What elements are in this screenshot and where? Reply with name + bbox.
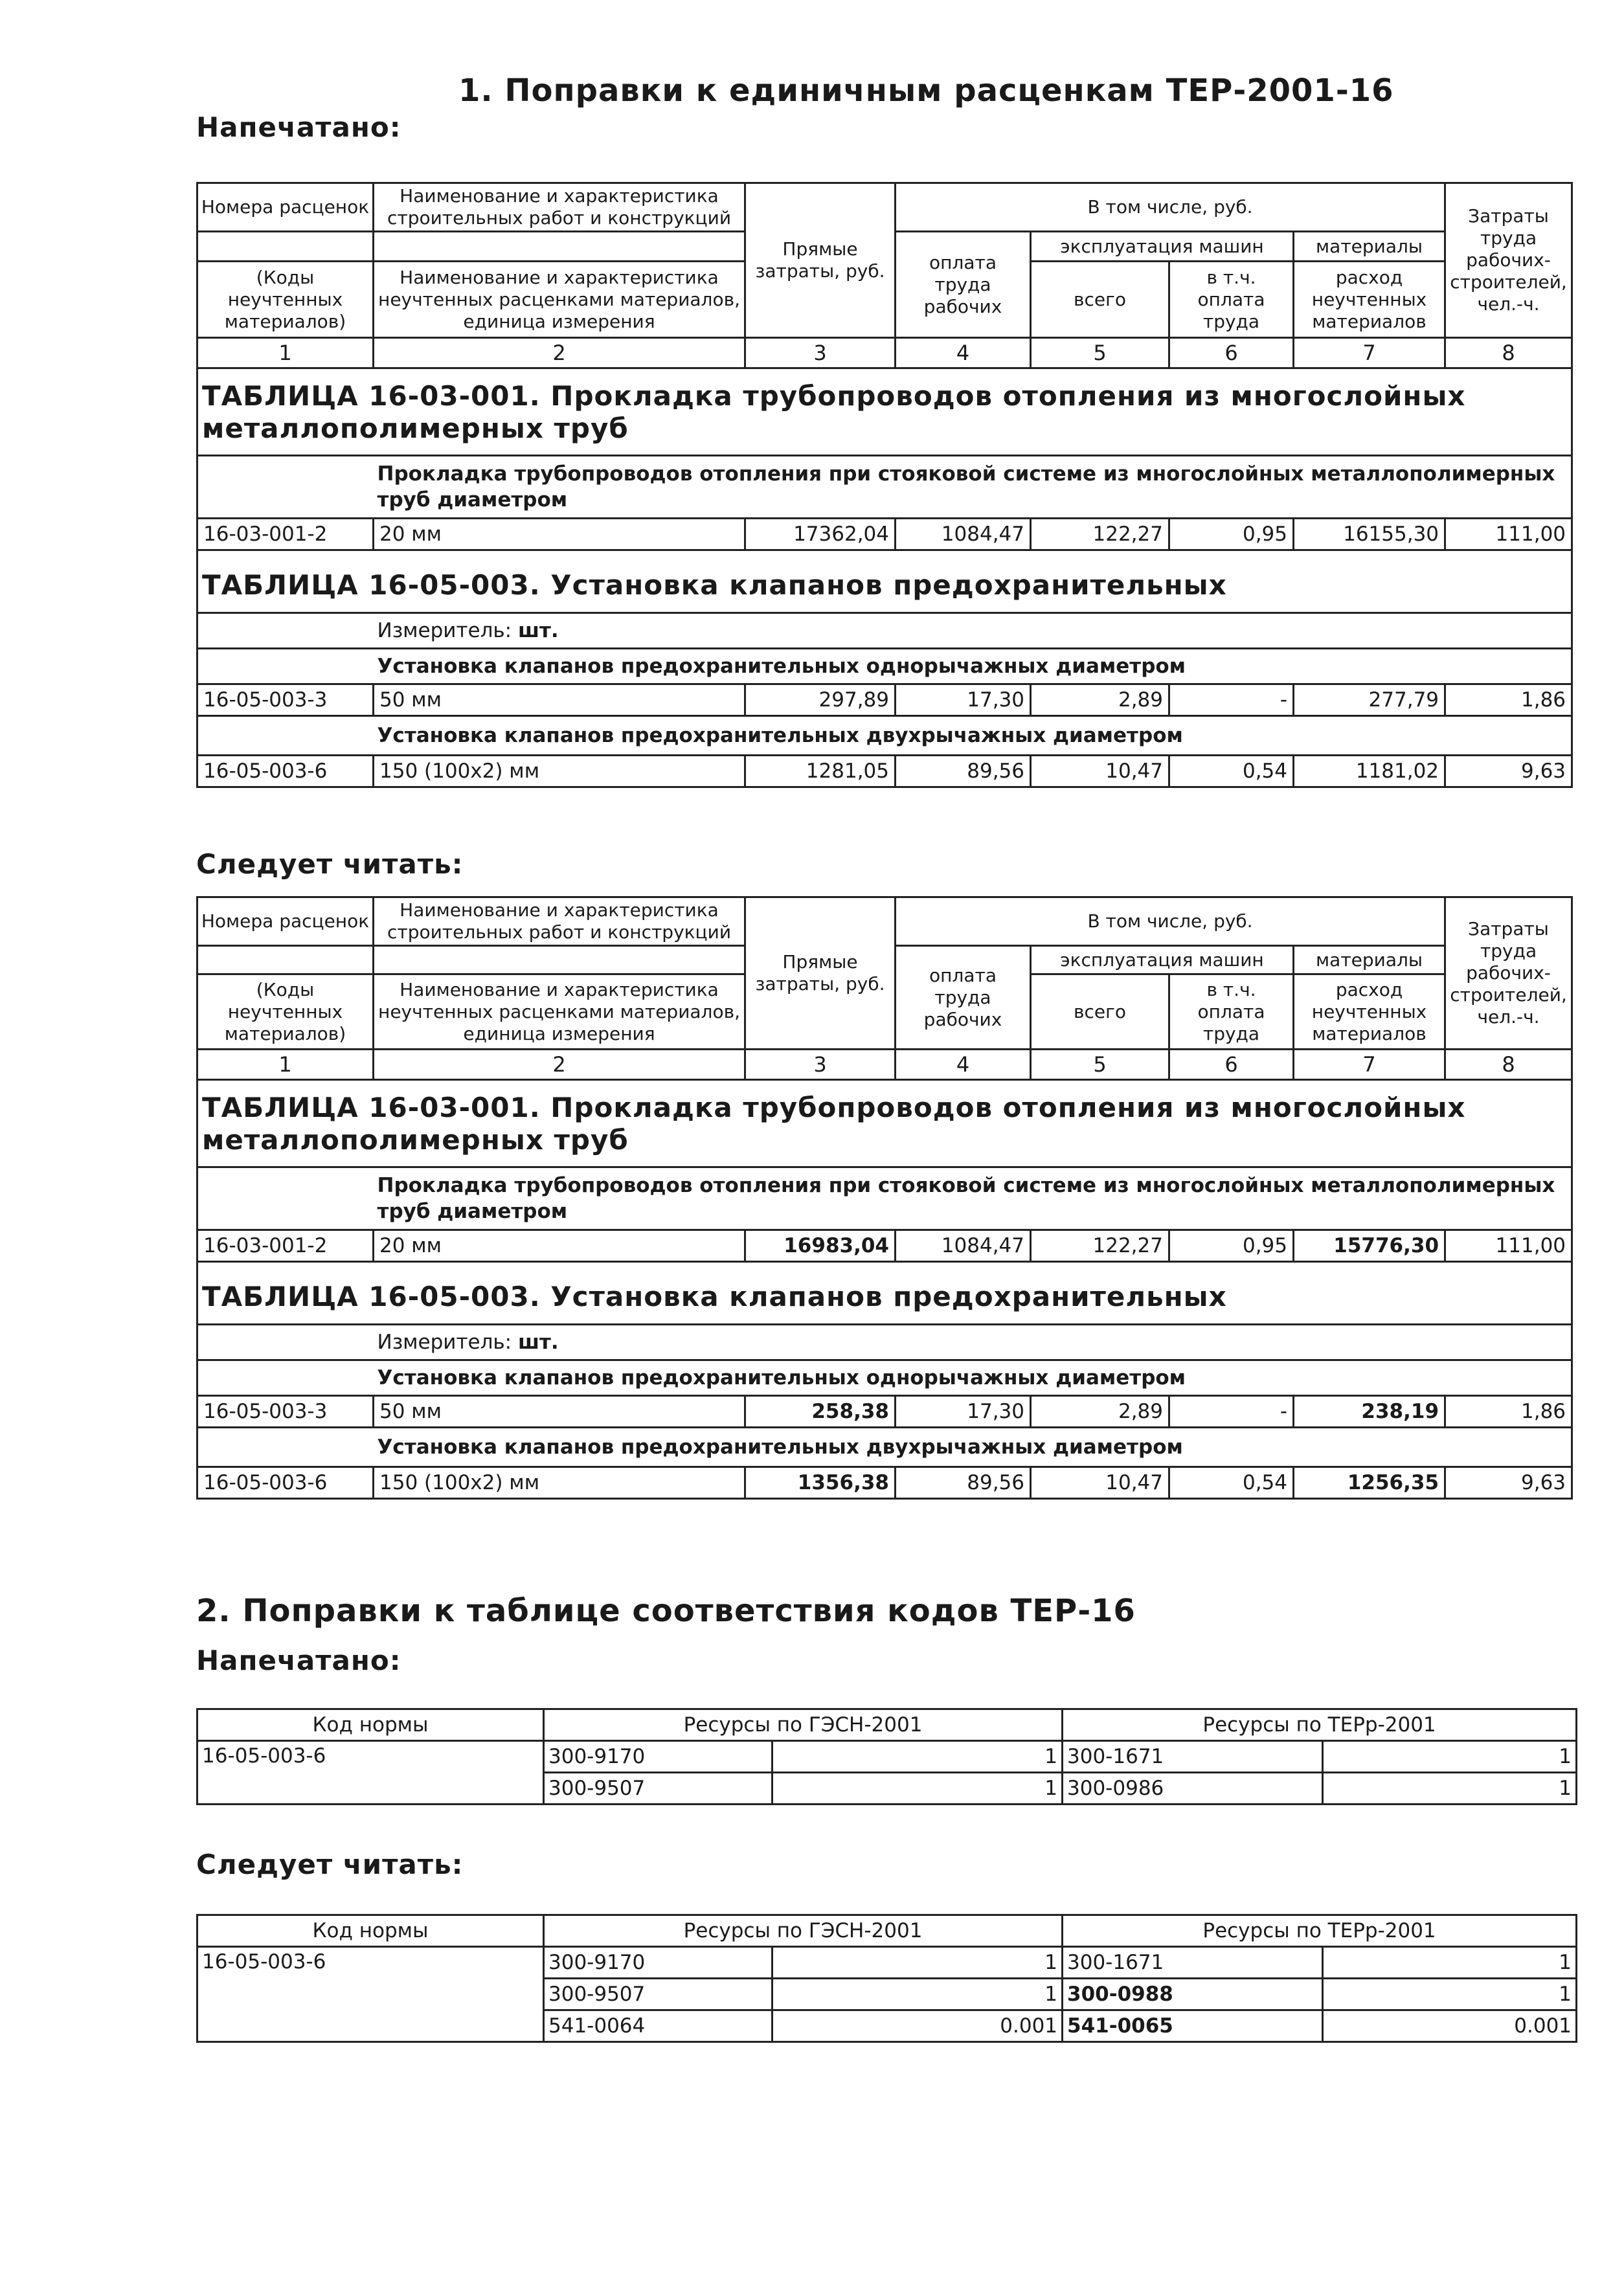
machines-total: 10,47 — [1031, 756, 1169, 787]
terr-code: 300-0986 — [1063, 1773, 1323, 1805]
header-terr-resources: Ресурсы по ТЕРр-2001 — [1063, 1915, 1577, 1947]
direct-costs: 258,38 — [745, 1396, 896, 1428]
materials: 277,79 — [1294, 684, 1445, 716]
machines-total: 122,27 — [1031, 1230, 1169, 1262]
terr-code: 541-0065 — [1063, 2010, 1323, 2042]
column-number: 3 — [745, 338, 896, 368]
measure-label: Измеритель: — [377, 619, 512, 642]
header-direct-costs: Прямые затраты, руб. — [745, 897, 896, 1050]
header-labor-costs: Затраты труда рабочих-строителей, чел.-ч. — [1445, 183, 1572, 338]
header-labor-pay: оплата труда рабочих — [896, 232, 1031, 338]
rate-name: 150 (100х2) мм — [374, 756, 745, 787]
header-material-consumption: расход неучтенных материалов — [1294, 262, 1445, 338]
header-gesn-resources: Ресурсы по ГЭСН-2001 — [544, 1915, 1063, 1947]
gesn-qty: 0.001 — [773, 2010, 1063, 2042]
materials: 16155,30 — [1294, 519, 1445, 550]
labor-pay: 1084,47 — [896, 1230, 1031, 1262]
machines-labor: 0,54 — [1169, 1467, 1294, 1499]
direct-costs: 297,89 — [745, 684, 896, 716]
rate-name: 20 мм — [374, 1230, 745, 1262]
machines-total: 2,89 — [1031, 684, 1169, 716]
rate-code: 16-03-001-2 — [197, 1230, 374, 1262]
machines-labor: 0,95 — [1169, 519, 1294, 550]
group-heading: Установка клапанов предохранительных однорычажных диаметром — [374, 1360, 1572, 1396]
column-number: 3 — [745, 1050, 896, 1080]
header-material-codes: (Коды неучтенных материалов) — [197, 974, 374, 1050]
gesn-code: 300-9507 — [544, 1979, 773, 2010]
table-row — [197, 756, 1572, 787]
column-number: 5 — [1031, 338, 1169, 368]
header-direct-costs: Прямые затраты, руб. — [745, 183, 896, 338]
group-heading: Прокладка трубопроводов отопления при стояковой системе из многослойных металлополимерных труб диаметром — [374, 1167, 1572, 1230]
table-title: ТАБЛИЦА 16-03-001. Прокладка трубопроводов отопления из многослойных металлополимерных труб — [197, 368, 1572, 456]
gesn-qty: 1 — [773, 1741, 1063, 1773]
materials: 238,19 — [1294, 1396, 1445, 1428]
column-number: 7 — [1294, 338, 1445, 368]
labor-hours: 111,00 — [1445, 519, 1572, 550]
machines-labor: 0,95 — [1169, 1230, 1294, 1262]
rate-name: 50 мм — [374, 684, 745, 716]
read-label: Следует читать: — [196, 1849, 464, 1880]
group-heading: Установка клапанов предохранительных однорычажных диаметром — [374, 649, 1572, 684]
machines-total: 122,27 — [1031, 519, 1169, 550]
rate-code: 16-03-001-2 — [197, 519, 374, 550]
table-row — [197, 1467, 1572, 1499]
header-rate-numbers: Номера расценок — [197, 183, 374, 232]
group-heading: Установка клапанов предохранительных двухрычажных диаметром — [374, 716, 1572, 756]
header-material-name: Наименование и характеристика неучтенных расценками материалов, единица измерения — [374, 262, 745, 338]
direct-costs: 1356,38 — [745, 1467, 896, 1499]
printed-label: Напечатано: — [196, 111, 401, 143]
machines-total: 2,89 — [1031, 1396, 1169, 1428]
corrected-rate-table — [196, 896, 1573, 1500]
labor-pay: 17,30 — [896, 684, 1031, 716]
rate-code: 16-05-003-6 — [197, 1467, 374, 1499]
labor-pay: 89,56 — [896, 1467, 1031, 1499]
labor-pay: 89,56 — [896, 756, 1031, 787]
rate-name: 150 (100х2) мм — [374, 1467, 745, 1499]
rate-name: 50 мм — [374, 1396, 745, 1428]
table-row — [197, 519, 1572, 550]
table-row — [197, 1396, 1572, 1428]
terr-qty: 1 — [1323, 1741, 1577, 1773]
measure-label: Измеритель: — [377, 1331, 512, 1354]
header-labor-pay: оплата труда рабочих — [896, 946, 1031, 1050]
labor-pay: 1084,47 — [896, 519, 1031, 550]
header-machines-total: всего — [1031, 974, 1169, 1050]
table-title: ТАБЛИЦА 16-05-003. Установка клапанов предохранительных — [197, 550, 1572, 613]
read-label: Следует читать: — [196, 848, 464, 880]
terr-code: 300-0988 — [1063, 1979, 1323, 2010]
corrected-codes-table — [196, 1914, 1577, 2043]
table-row — [197, 1947, 1577, 1979]
labor-hours: 1,86 — [1445, 1396, 1572, 1428]
header-norm-code: Код нормы — [197, 1915, 544, 1947]
header-machines-labor: в т.ч. оплата труда — [1169, 262, 1294, 338]
column-number: 8 — [1445, 1050, 1572, 1080]
header-including: В том числе, руб. — [896, 183, 1445, 232]
labor-hours: 9,63 — [1445, 1467, 1572, 1499]
measure-unit — [374, 613, 1572, 649]
header-work-name: Наименование и характеристика строительных работ и конструкций — [374, 897, 745, 946]
materials: 15776,30 — [1294, 1230, 1445, 1262]
table-row — [197, 1741, 1577, 1773]
machines-total: 10,47 — [1031, 1467, 1169, 1499]
header-machines-total: всего — [1031, 262, 1169, 338]
gesn-code: 300-9170 — [544, 1947, 773, 1979]
column-number: 8 — [1445, 338, 1572, 368]
rate-code: 16-05-003-3 — [197, 1396, 374, 1428]
rate-name: 20 мм — [374, 519, 745, 550]
terr-qty: 0.001 — [1323, 2010, 1577, 2042]
terr-code: 300-1671 — [1063, 1947, 1323, 1979]
column-number: 1 — [197, 1050, 374, 1080]
machines-labor: - — [1169, 1396, 1294, 1428]
header-machines: эксплуатация машин — [1031, 946, 1294, 974]
table-row — [197, 684, 1572, 716]
header-machines: эксплуатация машин — [1031, 232, 1294, 262]
labor-hours: 111,00 — [1445, 1230, 1572, 1262]
norm-code: 16-05-003-6 — [197, 1947, 544, 2042]
printed-codes-table — [196, 1708, 1577, 1805]
column-number: 1 — [197, 338, 374, 368]
table-title: ТАБЛИЦА 16-05-003. Установка клапанов предохранительных — [197, 1262, 1572, 1325]
terr-qty: 1 — [1323, 1979, 1577, 2010]
gesn-code: 541-0064 — [544, 2010, 773, 2042]
printed-label: Напечатано: — [196, 1645, 401, 1676]
direct-costs: 1281,05 — [745, 756, 896, 787]
machines-labor: - — [1169, 684, 1294, 716]
terr-qty: 1 — [1323, 1947, 1577, 1979]
measure-unit — [374, 1325, 1572, 1360]
header-including: В том числе, руб. — [896, 897, 1445, 946]
header-materials: материалы — [1294, 946, 1445, 974]
direct-costs: 16983,04 — [745, 1230, 896, 1262]
header-work-name: Наименование и характеристика строительных работ и конструкций — [374, 183, 745, 232]
gesn-qty: 1 — [773, 1947, 1063, 1979]
labor-pay: 17,30 — [896, 1396, 1031, 1428]
column-number: 4 — [896, 338, 1031, 368]
printed-rate-table — [196, 182, 1573, 788]
measure-value: шт. — [517, 619, 559, 642]
column-number: 4 — [896, 1050, 1031, 1080]
terr-code: 300-1671 — [1063, 1741, 1323, 1773]
machines-labor: 0,54 — [1169, 756, 1294, 787]
header-gesn-resources: Ресурсы по ГЭСН-2001 — [544, 1709, 1063, 1741]
header-materials: материалы — [1294, 232, 1445, 262]
header-terr-resources: Ресурсы по ТЕРр-2001 — [1063, 1709, 1577, 1741]
measure-value: шт. — [517, 1331, 559, 1354]
table-title: ТАБЛИЦА 16-03-001. Прокладка трубопроводов отопления из многослойных металлополимерных труб — [197, 1080, 1572, 1167]
materials: 1181,02 — [1294, 756, 1445, 787]
column-number: 5 — [1031, 1050, 1169, 1080]
header-norm-code: Код нормы — [197, 1709, 544, 1741]
column-number: 6 — [1169, 338, 1294, 368]
header-rate-numbers: Номера расценок — [197, 897, 374, 946]
gesn-code: 300-9507 — [544, 1773, 773, 1805]
group-heading: Установка клапанов предохранительных двухрычажных диаметром — [374, 1428, 1572, 1467]
materials: 1256,35 — [1294, 1467, 1445, 1499]
header-material-codes: (Коды неучтенных материалов) — [197, 262, 374, 338]
group-heading: Прокладка трубопроводов отопления при стояковой системе из многослойных металлополимерных труб диаметром — [374, 456, 1572, 519]
column-number: 6 — [1169, 1050, 1294, 1080]
table-row — [197, 1230, 1572, 1262]
section2-title: 2. Поправки к таблице соответствия кодов ТЕР-16 — [196, 1593, 1136, 1629]
labor-hours: 9,63 — [1445, 756, 1572, 787]
labor-hours: 1,86 — [1445, 684, 1572, 716]
header-labor-costs: Затраты труда рабочих-строителей, чел.-ч. — [1445, 897, 1572, 1050]
column-number: 2 — [374, 1050, 745, 1080]
header-machines-labor: в т.ч. оплата труда — [1169, 974, 1294, 1050]
direct-costs: 17362,04 — [745, 519, 896, 550]
terr-qty: 1 — [1323, 1773, 1577, 1805]
rate-code: 16-05-003-3 — [197, 684, 374, 716]
gesn-qty: 1 — [773, 1979, 1063, 2010]
header-material-name: Наименование и характеристика неучтенных расценками материалов, единица измерения — [374, 974, 745, 1050]
gesn-code: 300-9170 — [544, 1741, 773, 1773]
column-number: 7 — [1294, 1050, 1445, 1080]
header-material-consumption: расход неучтенных материалов — [1294, 974, 1445, 1050]
column-number: 2 — [374, 338, 745, 368]
norm-code: 16-05-003-6 — [197, 1741, 544, 1805]
gesn-qty: 1 — [773, 1773, 1063, 1805]
rate-code: 16-05-003-6 — [197, 756, 374, 787]
section1-title: 1. Поправки к единичным расценкам ТЕР-2001-16 — [458, 73, 1394, 109]
